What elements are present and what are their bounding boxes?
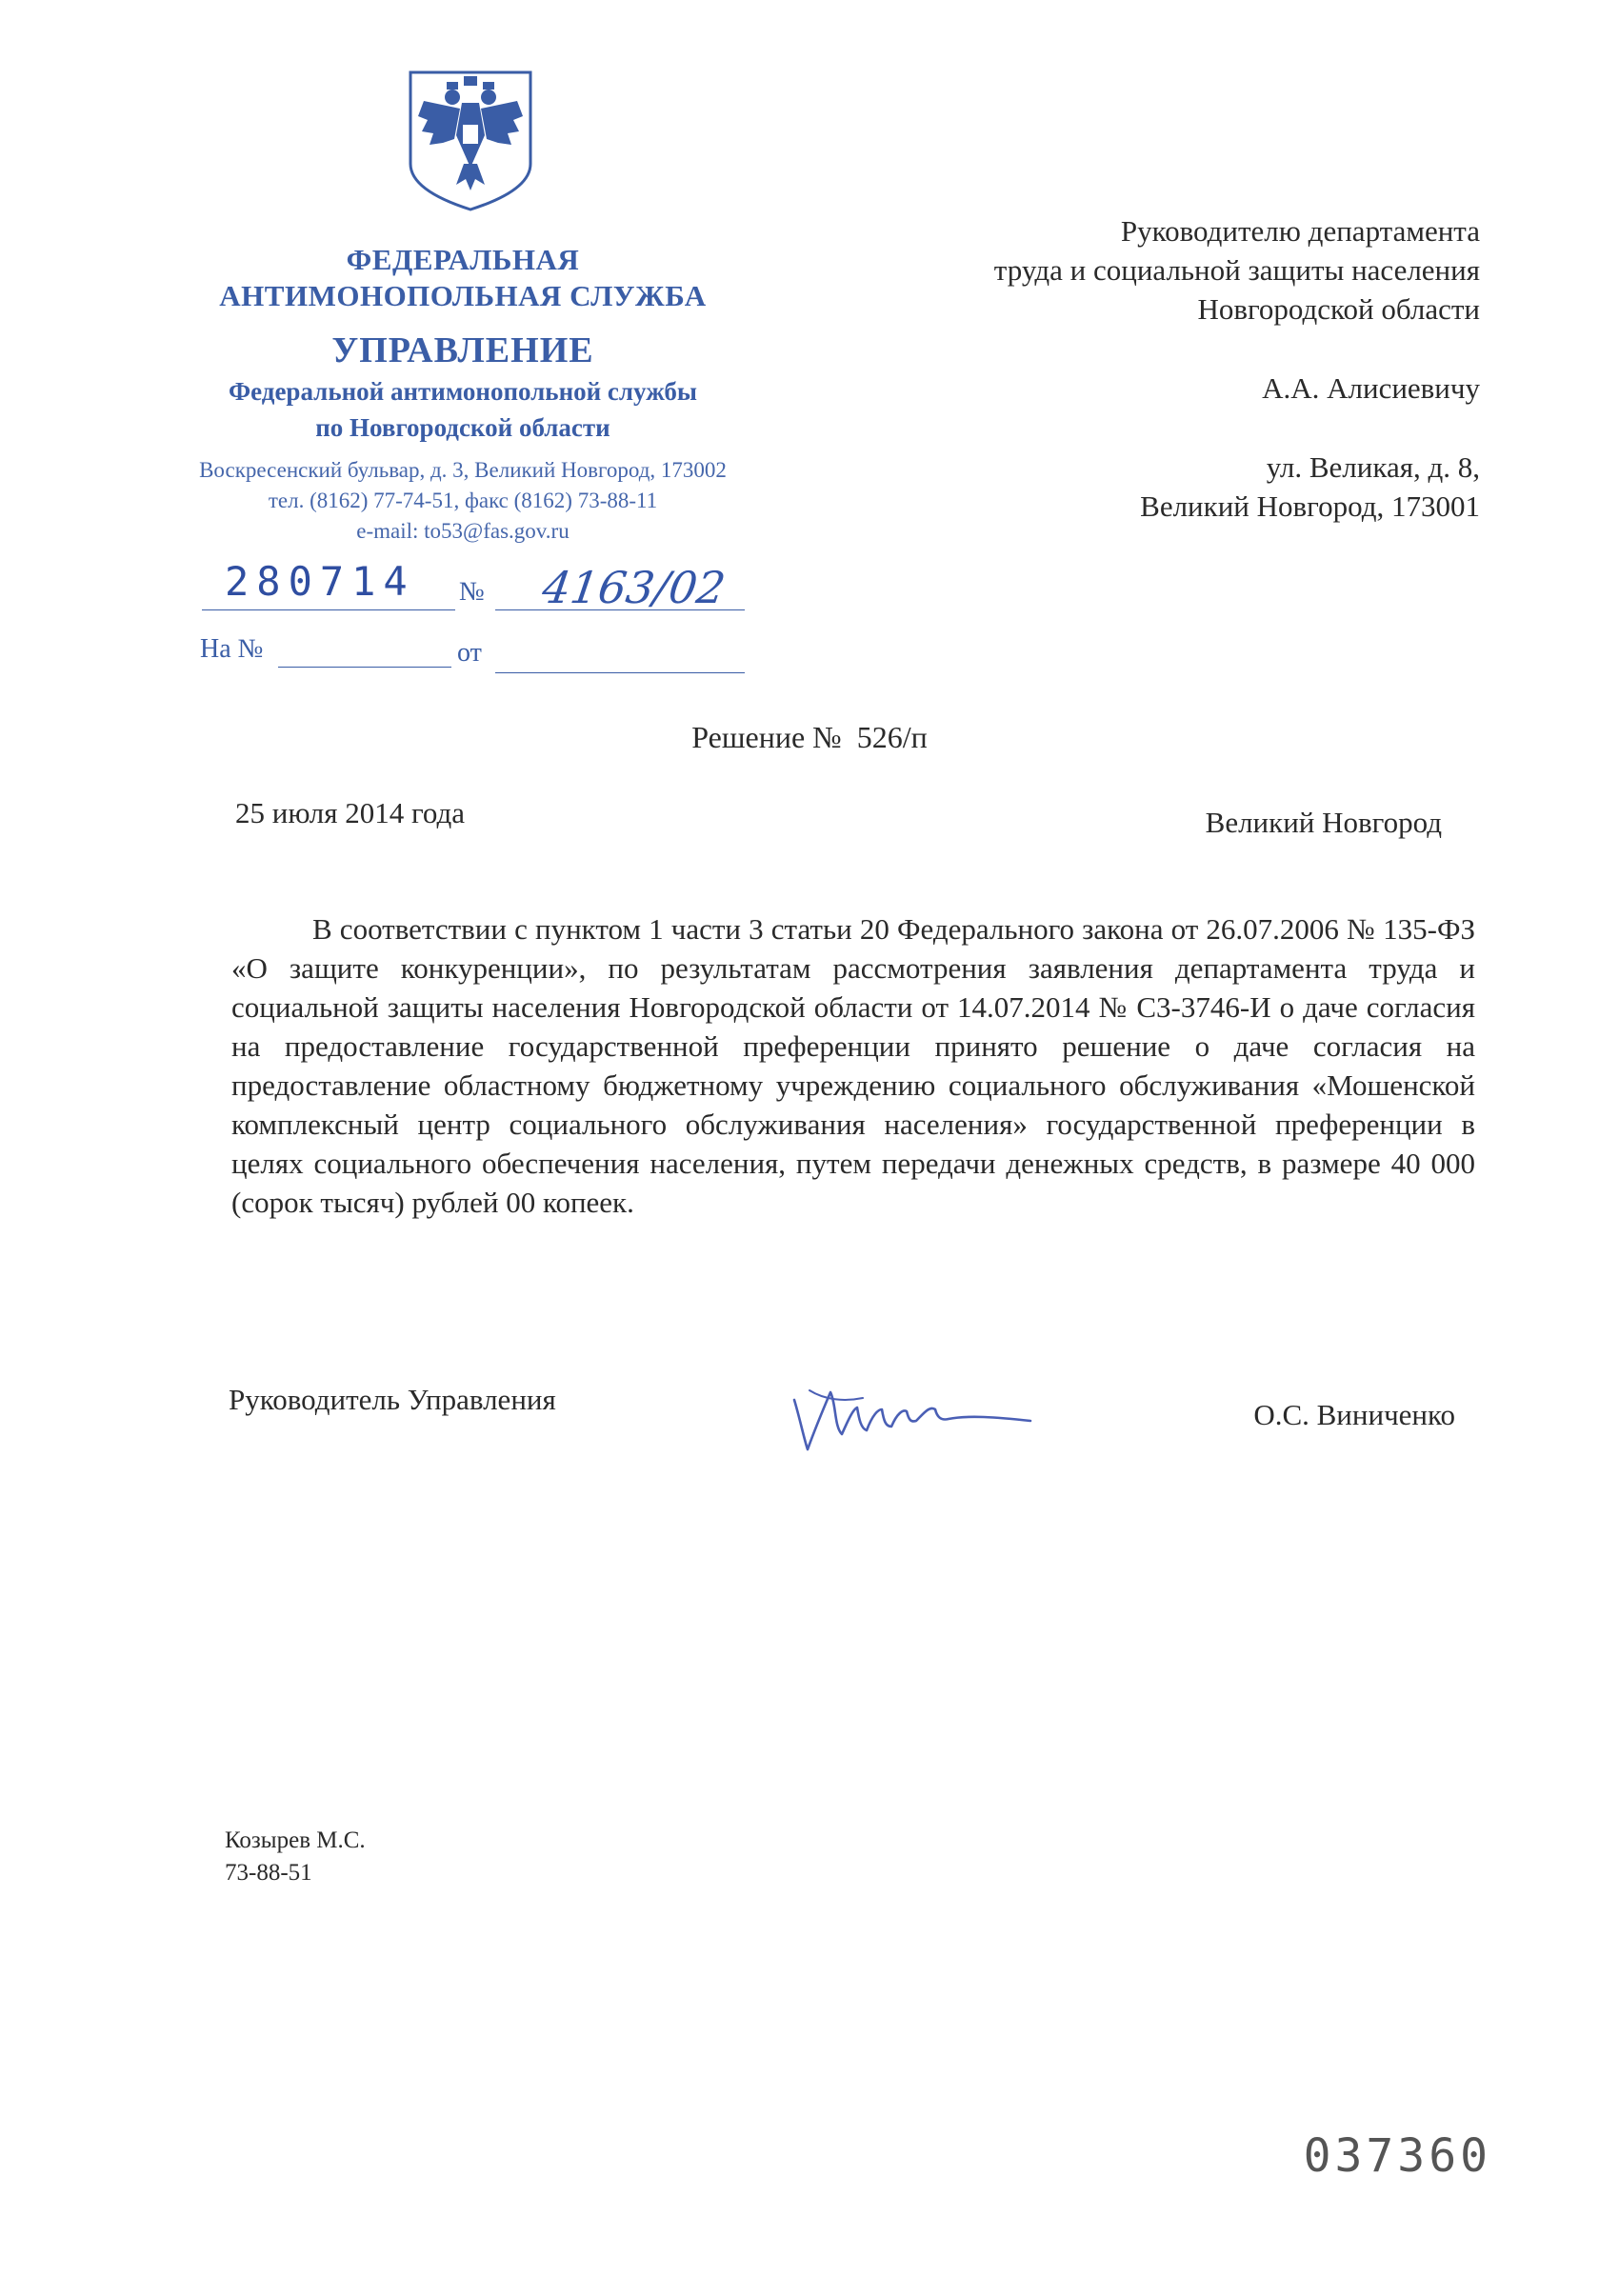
outgoing-date-line — [202, 609, 455, 610]
agency-line-1: ФЕДЕРАЛЬНАЯ — [346, 243, 580, 276]
coat-of-arms-icon — [405, 69, 536, 213]
signatory-role: Руководитель Управления — [229, 1383, 556, 1416]
office-email: e-mail: to53@fas.gov.ru — [356, 519, 570, 543]
handwritten-signature — [787, 1371, 1034, 1457]
office-title: УПРАВЛЕНИЕ — [331, 330, 594, 370]
executor-name: Козырев М.С. — [225, 1827, 366, 1853]
addressee-line-2: труда и социальной защиты населения — [993, 253, 1480, 287]
signatory-name: О.С. Виниченко — [1253, 1398, 1455, 1431]
reply-from-line — [495, 672, 745, 673]
executor-phone: 73-88-51 — [225, 1860, 312, 1886]
reply-number-label: На № — [200, 634, 264, 664]
decision-date: 25 июля 2014 года — [235, 796, 466, 829]
addressee-block — [718, 211, 1480, 526]
addressee-street: ул. Великая, д. 8, — [1266, 450, 1480, 484]
outgoing-number-handwritten: 4163/02 — [539, 562, 729, 613]
decision-city: Великий Новгород — [1205, 806, 1442, 839]
office-line-2: по Новгородской области — [315, 413, 610, 442]
outgoing-date-handwritten: 280714 — [225, 558, 415, 605]
outgoing-number-label: № — [459, 577, 485, 607]
office-line-1: Федеральной антимонопольной службы — [228, 377, 698, 406]
executor-block — [225, 1825, 366, 1889]
agency-line-2: АНТИМОНОПОЛЬНАЯ СЛУЖБА — [219, 279, 707, 312]
decision-title: Решение № 526/п — [691, 720, 928, 754]
reply-number-line — [278, 667, 451, 668]
addressee-line-1: Руководителю департамента — [1120, 214, 1480, 248]
agency-name — [162, 242, 764, 314]
form-serial-number: 037360 — [1303, 2129, 1491, 2183]
addressee-city: Великий Новгород, 173001 — [1140, 489, 1480, 523]
decision-body: В соответствии с пунктом 1 части 3 статьи 20 Федерального закона от 26.07.2006 № 135-ФЗ «О защите конкуренции», по результатам рассмотрения заявления департамента труда и социальной защиты населения Новгородской области от 14.07.2014 № С3-3746-И о даче согласия на предоставление государственной преференции принято решение о даче согласия на предоставление областному бюджетному учреждению социального обслуживания «Мошенской комплексный центр социального обслуживания населения» государственной преференции в целях социального обеспечения населения, путем передачи денежных средств, в размере 40 000 (сорок тысяч) рублей 00 копеек. — [231, 912, 1475, 1219]
office-address: Воскресенский бульвар, д. 3, Великий Новгород, 173002 — [199, 458, 727, 482]
addressee-line-3: Новгородской области — [1197, 292, 1480, 326]
reply-from-label: от — [457, 638, 482, 668]
addressee-name: А.А. Алисиевичу — [1262, 371, 1480, 405]
office-contacts — [162, 455, 764, 547]
office-subtitle — [162, 373, 764, 446]
office-phones: тел. (8162) 77-74-51, факс (8162) 73-88-11 — [268, 489, 658, 512]
